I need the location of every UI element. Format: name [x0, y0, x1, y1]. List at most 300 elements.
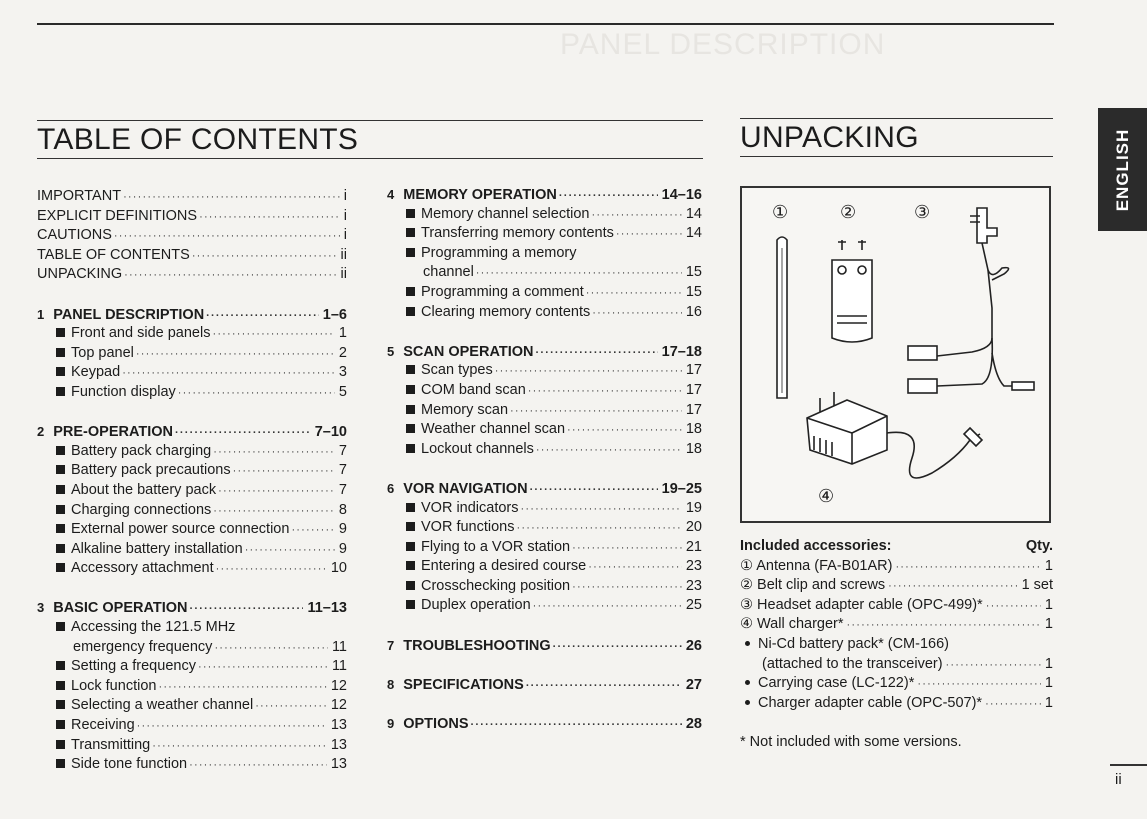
entry-title: VOR functions	[421, 519, 515, 536]
toc-section-entry[interactable]	[37, 305, 347, 325]
entry-label	[56, 383, 178, 403]
page-ref: 14–16	[661, 187, 702, 203]
page-ref: 5	[338, 383, 347, 400]
toc-section-entry[interactable]	[387, 636, 702, 656]
entry-title: PANEL DESCRIPTION	[53, 306, 205, 323]
section-number: 9	[387, 716, 395, 732]
dot-leader	[572, 578, 682, 598]
toc-entry[interactable]	[37, 442, 347, 462]
accessory-name: ③ Headset adapter cable (OPC-499)*	[740, 596, 983, 613]
page-number: ii	[1115, 771, 1122, 788]
round-bullet-icon	[745, 680, 750, 685]
entry-title: Front and side panels	[71, 325, 211, 342]
page-ref: 7	[338, 481, 347, 498]
dot-leader	[178, 384, 335, 404]
square-bullet-icon	[56, 524, 65, 533]
entry-label	[387, 479, 530, 500]
square-bullet-icon	[406, 542, 415, 551]
square-bullet-icon	[56, 387, 65, 396]
page-ref: 11	[331, 658, 347, 675]
entry-title: Accessing the 121.5 MHz	[71, 619, 236, 636]
entry-title: Duplex operation	[421, 597, 531, 614]
entry-title: About the battery pack	[71, 481, 217, 498]
footnote: * Not included with some versions.	[740, 734, 962, 751]
included-accessories-list	[740, 537, 1053, 753]
toc-entry[interactable]	[37, 481, 347, 501]
spacer	[387, 655, 702, 675]
page-ref: 23	[685, 577, 702, 594]
square-bullet-icon	[56, 740, 65, 749]
entry-label	[37, 422, 175, 443]
toc-entry[interactable]	[37, 696, 347, 716]
toc-entry[interactable]	[387, 263, 702, 283]
dot-leader	[192, 247, 337, 267]
entry-label	[406, 283, 586, 303]
dot-leader	[123, 188, 340, 208]
dot-leader	[517, 519, 682, 539]
dot-leader	[510, 402, 682, 422]
section-number: 5	[387, 343, 395, 359]
square-bullet-icon	[406, 444, 415, 453]
entry-title: CAUTIONS	[37, 227, 112, 244]
entry-label	[37, 265, 124, 285]
entry-label	[406, 538, 572, 558]
toc-entry[interactable]	[387, 361, 702, 381]
dot-leader	[114, 227, 340, 247]
dot-leader	[895, 558, 1040, 578]
entry-label	[406, 577, 572, 597]
toc-entry[interactable]	[37, 677, 347, 697]
dot-leader	[591, 206, 681, 226]
entry-title: Battery pack precautions	[71, 462, 231, 479]
page-ref: 18	[685, 421, 702, 438]
entry-label	[56, 540, 245, 560]
accessories-heading: Included accessories:	[740, 538, 892, 554]
spacer	[387, 616, 702, 636]
entry-label	[37, 246, 192, 266]
entry-title: Flying to a VOR station	[421, 538, 571, 555]
toc-entry[interactable]	[37, 638, 347, 658]
square-bullet-icon	[56, 348, 65, 357]
square-bullet-icon	[406, 385, 415, 394]
entry-label	[56, 461, 233, 481]
page-ref: 27	[685, 676, 702, 693]
page-ref: 9	[338, 521, 347, 538]
spacer	[37, 403, 347, 423]
dot-leader	[471, 716, 682, 736]
section-number: 2	[37, 424, 45, 440]
dot-leader	[616, 225, 682, 245]
page-ref: 14	[685, 225, 702, 242]
toc-entry[interactable]	[37, 207, 347, 227]
spacer	[387, 694, 702, 714]
dot-leader	[189, 756, 327, 776]
page-ref: 9	[338, 540, 347, 557]
entry-title: Keypad	[71, 364, 121, 381]
entry-label	[56, 696, 255, 716]
accessory-name: Charger adapter cable (OPC-507)*	[758, 694, 983, 711]
accessory-qty: 1	[1044, 655, 1053, 672]
entry-label	[37, 187, 123, 207]
page-ref: 14	[685, 205, 702, 222]
entry-label	[37, 226, 114, 246]
page-ref: 3	[338, 364, 347, 381]
toc-column-1	[37, 187, 347, 775]
dot-leader	[917, 675, 1041, 695]
page-ref: 16	[685, 303, 702, 320]
entry-title: PRE-OPERATION	[53, 424, 174, 441]
square-bullet-icon	[406, 503, 415, 512]
toc-section-entry[interactable]	[387, 479, 702, 499]
section-number: 8	[387, 676, 395, 692]
square-bullet-icon	[406, 287, 415, 296]
page-ref: i	[343, 207, 347, 224]
entry-label	[406, 303, 592, 323]
entry-title: Alkaline battery installation	[71, 540, 243, 557]
toc-heading: TABLE OF CONTENTS	[37, 120, 703, 159]
toc-column-2	[387, 185, 702, 734]
toc-entry[interactable]	[387, 420, 702, 440]
page-ref: 1–6	[322, 306, 347, 323]
section-number: 3	[37, 600, 45, 616]
toc-entry[interactable]	[387, 205, 702, 225]
square-bullet-icon	[56, 328, 65, 337]
dot-leader	[233, 462, 335, 482]
entry-title: Setting a frequency	[71, 658, 196, 675]
section-number: 6	[387, 480, 395, 496]
entry-title: COM band scan	[421, 381, 526, 398]
entry-label	[37, 207, 199, 227]
entry-title: VOR NAVIGATION	[403, 480, 528, 497]
show-through-text: PANEL DESCRIPTION	[560, 28, 886, 61]
accessory-item	[740, 557, 1053, 577]
marker-2: ②	[840, 202, 857, 222]
entry-title: Top panel	[71, 344, 134, 361]
spacer	[387, 459, 702, 479]
page-ref: 26	[685, 637, 702, 654]
square-bullet-icon	[406, 561, 415, 570]
entry-title: Lockout channels	[421, 440, 534, 457]
page-ref: 28	[685, 716, 702, 733]
page-ref: 19–25	[661, 480, 702, 497]
accessory-item	[740, 674, 1053, 694]
page-ref: 7	[338, 442, 347, 459]
toc-entry[interactable]	[387, 224, 702, 244]
page-ref: ii	[340, 266, 347, 283]
accessory-qty: 1	[1044, 596, 1053, 613]
dot-leader	[216, 560, 327, 580]
page-number-rule	[1110, 764, 1147, 766]
headset-cable-drawing	[908, 208, 1034, 393]
dot-leader	[533, 597, 682, 617]
accessory-name: ② Belt clip and screws	[740, 577, 886, 594]
entry-label	[406, 401, 510, 421]
toc-section-entry[interactable]	[387, 185, 702, 205]
language-tab-label: ENGLISH	[1112, 128, 1132, 211]
entry-title: SPECIFICATIONS	[403, 676, 524, 693]
page-ref: i	[343, 227, 347, 244]
accessories-illustration	[742, 188, 1049, 521]
accessory-label	[740, 596, 986, 616]
accessory-item	[740, 615, 1053, 635]
accessory-label	[762, 655, 946, 675]
entry-title: Weather channel scan	[421, 421, 566, 438]
toc-entry[interactable]	[387, 538, 702, 558]
entry-title: Transmitting	[71, 736, 151, 753]
square-bullet-icon	[56, 661, 65, 670]
page-ref: 11–13	[307, 600, 347, 617]
toc-entry[interactable]	[37, 363, 347, 383]
accessory-name: Carrying case (LC-122)*	[758, 675, 915, 692]
dot-leader	[553, 638, 682, 658]
toc-entry[interactable]	[37, 324, 347, 344]
section-number: 1	[37, 306, 45, 322]
entry-title: IMPORTANT	[37, 188, 122, 204]
toc-entry[interactable]	[387, 303, 702, 323]
entry-label	[406, 361, 495, 381]
entry-label	[56, 363, 122, 383]
entry-title: External power source connection	[71, 521, 290, 538]
toc-entry[interactable]	[387, 244, 702, 264]
accessory-item	[740, 635, 1053, 655]
square-bullet-icon	[56, 622, 65, 631]
qty-heading: Qty.	[1025, 538, 1053, 554]
entry-title: Side tone function	[71, 756, 188, 773]
entry-label	[56, 501, 213, 521]
toc-entry[interactable]	[37, 265, 347, 285]
round-bullet-icon	[745, 700, 750, 705]
entry-title: MEMORY OPERATION	[403, 187, 557, 203]
square-bullet-icon	[56, 505, 65, 514]
toc-entry[interactable]	[37, 187, 347, 207]
page-ref: 13	[330, 717, 347, 734]
page-ref: 12	[330, 697, 347, 714]
dot-leader	[946, 656, 1041, 676]
toc-section-entry[interactable]	[387, 714, 702, 734]
page-ref: 17	[685, 381, 702, 398]
page-ref: i	[343, 188, 347, 204]
dot-leader	[198, 658, 328, 678]
entry-label	[406, 224, 616, 244]
accessory-label	[740, 576, 888, 596]
top-rule	[37, 23, 1054, 25]
spacer	[37, 579, 347, 599]
entry-label	[37, 305, 206, 326]
entry-label	[406, 381, 528, 401]
entry-title: EXPLICIT DEFINITIONS	[37, 207, 198, 224]
spacer	[387, 322, 702, 342]
dot-leader	[136, 345, 335, 365]
dot-leader	[291, 521, 334, 541]
dot-leader	[536, 441, 682, 461]
accessories-header	[740, 537, 1053, 557]
toc-entry[interactable]	[37, 559, 347, 579]
entry-title: Memory scan	[421, 401, 509, 418]
marker-1: ①	[772, 202, 789, 222]
toc-entry[interactable]	[37, 461, 347, 481]
entry-label	[406, 518, 517, 538]
accessory-qty: 1	[1044, 694, 1053, 711]
page-ref: 10	[330, 560, 347, 577]
entry-label	[56, 657, 198, 677]
dot-leader	[985, 695, 1041, 715]
page-ref: 25	[685, 597, 702, 614]
page-ref: 7	[338, 462, 347, 479]
page-ref: 1	[338, 325, 347, 342]
wall-charger-drawing	[807, 392, 982, 478]
square-bullet-icon	[406, 405, 415, 414]
square-bullet-icon	[56, 563, 65, 572]
entry-label	[406, 596, 533, 616]
toc-section-entry[interactable]	[37, 422, 347, 442]
toc-entry[interactable]	[37, 657, 347, 677]
entry-label	[387, 342, 535, 363]
toc-section-entry[interactable]	[37, 598, 347, 618]
marker-4: ④	[818, 486, 835, 506]
entry-title: Receiving	[71, 717, 135, 734]
accessory-name: ④ Wall charger*	[740, 616, 844, 633]
toc-entry[interactable]	[37, 618, 347, 638]
dot-leader	[592, 304, 682, 324]
toc-entry[interactable]	[37, 755, 347, 775]
entry-label	[406, 557, 588, 577]
toc-entry[interactable]	[37, 501, 347, 521]
entry-label	[56, 677, 158, 697]
round-bullet-icon	[745, 641, 750, 646]
entry-title: Selecting a weather channel	[71, 697, 254, 714]
page-ref: 12	[330, 677, 347, 694]
toc-section-entry[interactable]	[387, 675, 702, 695]
toc-entry[interactable]	[387, 440, 702, 460]
language-tab	[1098, 108, 1147, 231]
dot-leader	[567, 421, 682, 441]
square-bullet-icon	[56, 465, 65, 474]
entry-title: Programming a comment	[421, 283, 584, 300]
toc-entry[interactable]	[37, 736, 347, 756]
entry-label	[423, 263, 476, 283]
square-bullet-icon	[56, 720, 65, 729]
dot-leader	[213, 443, 335, 463]
entry-title: Programming a memory	[421, 244, 577, 261]
dot-leader	[213, 502, 335, 522]
toc-entry[interactable]	[387, 401, 702, 421]
entry-label	[406, 420, 567, 440]
entry-label	[387, 185, 559, 206]
dot-leader	[847, 616, 1041, 636]
square-bullet-icon	[56, 446, 65, 455]
square-bullet-icon	[406, 248, 415, 257]
dot-leader	[245, 541, 335, 561]
accessory-qty: 1	[1044, 616, 1053, 633]
toc-entry[interactable]	[387, 596, 702, 616]
entry-title: Entering a desired course	[421, 558, 587, 575]
toc-entry[interactable]	[37, 246, 347, 266]
square-bullet-icon	[56, 681, 65, 690]
square-bullet-icon	[56, 700, 65, 709]
square-bullet-icon	[406, 365, 415, 374]
dot-leader	[137, 717, 327, 737]
section-number: 4	[387, 187, 395, 202]
toc-entry[interactable]	[37, 344, 347, 364]
entry-title: VOR indicators	[421, 499, 519, 516]
entry-label	[387, 714, 471, 735]
entry-title: UNPACKING	[37, 266, 123, 283]
toc-entry[interactable]	[37, 226, 347, 246]
accessory-item	[740, 576, 1053, 596]
toc-entry[interactable]	[387, 381, 702, 401]
toc-entry[interactable]	[387, 499, 702, 519]
page-ref: 7–10	[314, 424, 347, 441]
toc-entry[interactable]	[387, 577, 702, 597]
entry-label	[56, 520, 291, 540]
accessory-qty: 1	[1044, 557, 1053, 574]
toc-entry[interactable]	[387, 518, 702, 538]
square-bullet-icon	[406, 581, 415, 590]
page-ref: 17	[685, 362, 702, 379]
dot-leader	[986, 597, 1041, 617]
entry-title: Scan types	[421, 362, 493, 379]
entry-title: Lock function	[71, 677, 157, 694]
entry-label	[56, 344, 136, 364]
entry-label	[56, 559, 216, 579]
page-ref: ii	[340, 246, 347, 263]
entry-label	[56, 481, 218, 501]
accessory-label	[740, 615, 847, 635]
page-ref: 20	[685, 519, 702, 536]
toc-entry[interactable]	[37, 716, 347, 736]
dot-leader	[199, 208, 340, 228]
page-ref: 13	[330, 756, 347, 773]
accessory-label	[740, 557, 895, 577]
square-bullet-icon	[406, 600, 415, 609]
dot-leader	[521, 500, 682, 520]
entry-title: Memory channel selection	[421, 205, 590, 222]
accessory-name: (attached to the transceiver)	[762, 655, 943, 672]
toc-entry[interactable]	[37, 540, 347, 560]
toc-section-entry[interactable]	[387, 342, 702, 362]
square-bullet-icon	[406, 522, 415, 531]
square-bullet-icon	[56, 759, 65, 768]
dot-leader	[212, 325, 334, 345]
marker-3: ③	[914, 202, 931, 222]
dot-leader	[218, 482, 335, 502]
entry-label	[406, 244, 579, 264]
page-ref: 13	[330, 736, 347, 753]
entry-label	[56, 755, 189, 775]
page-ref: 8	[338, 501, 347, 518]
toc-entry[interactable]	[387, 283, 702, 303]
page-ref: 15	[685, 283, 702, 300]
toc-entry[interactable]	[37, 520, 347, 540]
dot-leader	[158, 678, 326, 698]
toc-entry[interactable]	[387, 557, 702, 577]
accessory-label	[740, 635, 952, 655]
entry-title: emergency frequency	[73, 638, 213, 655]
entry-title: TABLE OF CONTENTS	[37, 246, 190, 263]
entry-label	[406, 499, 521, 519]
page-ref: 17–18	[661, 343, 702, 360]
page-ref: 17	[685, 401, 702, 418]
entry-title: Clearing memory contents	[421, 303, 591, 320]
dot-leader	[152, 737, 327, 757]
dot-leader	[586, 284, 682, 304]
toc-entry[interactable]	[37, 383, 347, 403]
entry-label	[56, 716, 137, 736]
accessory-qty: 1 set	[1021, 577, 1053, 594]
accessory-name: Ni-Cd battery pack* (CM-166)	[758, 635, 949, 652]
accessories-figure	[740, 186, 1051, 523]
entry-label	[56, 736, 152, 756]
